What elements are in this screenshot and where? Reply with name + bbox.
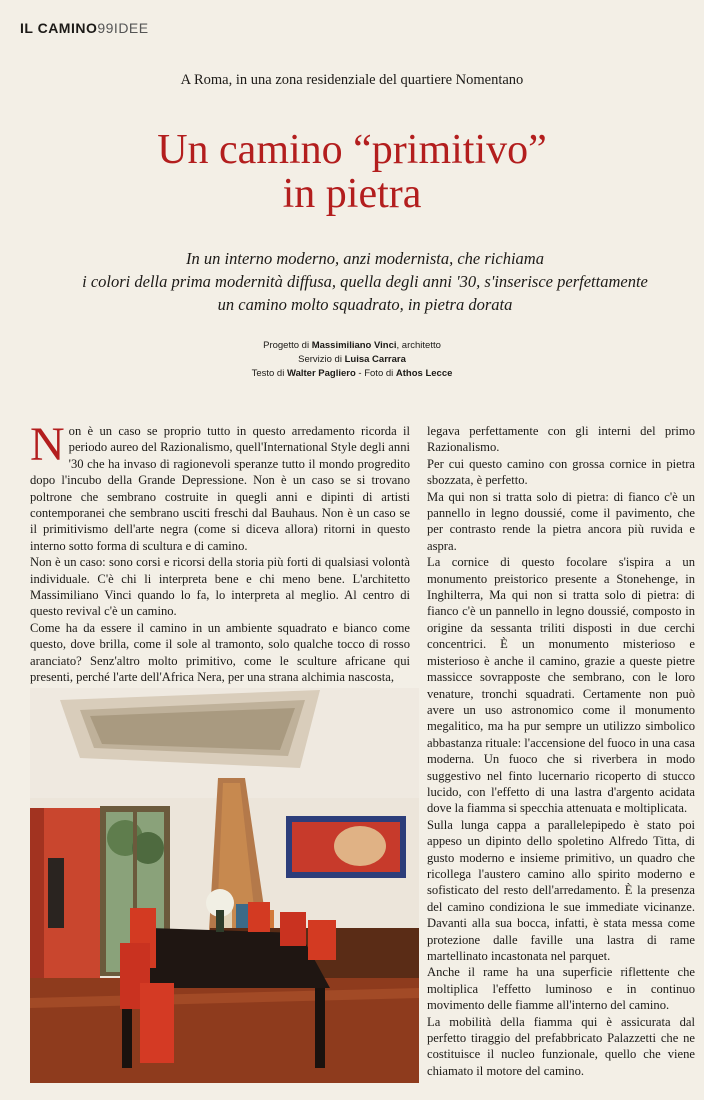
credit-project <box>0 339 704 353</box>
credit-service-name: Luisa Carrara <box>344 354 406 365</box>
paragraph: Sulla lunga cappa a parallelepipedo è stato poi appeso un dipinto dello spoletino Alfredo Titta, di gusto moderno e insieme primitivo, un quadro che ricollega l'austero camino allo spirito moderno e sofisticato del resto dell'arredamento. È la presenza del camino condiziona le sue immediate vicinanze. Davanti alla sua bocca, infatti, è stata messa come protezione dalle faville una lastra di rame martellinato incastonata nel parquet. <box>427 817 695 963</box>
credit-project-name: Massimiliano Vinci <box>311 340 397 351</box>
paragraph: Ma qui non si tratta solo di pietra: di fianco c'è un pannello in legno doussié, come il pavimento, che per contrasto rende la pietra ancora più ruvida e aspra. <box>427 489 695 553</box>
drop-cap: N <box>30 418 65 471</box>
title-line-1: Un camino “primitivo” <box>157 127 547 173</box>
credit-project-prefix: Progetto di <box>263 340 312 351</box>
article-kicker: A Roma, in una zona residenziale del quartiere Nomentano <box>180 72 524 88</box>
interior-photo <box>30 688 419 1083</box>
title-line-2: in pietra <box>282 171 422 217</box>
credit-photo-prefix: - Foto di <box>355 368 396 379</box>
subtitle-line-3: un camino molto squadrato, in pietra dorata <box>217 295 513 314</box>
credit-service-prefix: Servizio di <box>298 354 345 365</box>
article-subtitle <box>60 247 670 316</box>
credit-photo-name: Athos Lecce <box>395 368 453 379</box>
paragraph: legava perfettamente con gli interni del primo Razionalismo. <box>427 424 695 455</box>
body-column-left <box>30 418 410 686</box>
issue-label: 99IDEE <box>97 20 149 36</box>
paragraph-text: La cornice di questo focolare s'ispira a un monumento preistorico presente a Stonehenge, in Inghilterra, <box>427 555 695 603</box>
paragraph: Non è un caso: sono corsi e ricorsi della storia più forti di qualsiasi volontà individuale. C'è chi li interpreta bene e chi meno bene. L'architetto Massimiliano Vinci quando lo fa, lo interpreta al meglio. Al centro di questo revival c'è un camino. <box>30 555 410 619</box>
paragraph <box>30 418 410 554</box>
paragraph-text: on è un caso se proprio tutto in questo arredamento ricorda il periodo aureo del Razionalismo, quell'International Style degli anni '30 che ha invaso di ragionevoli speranze tutto il mondo progredito dopo l'incubo della Grande Depressione. Non è un caso se si trovano poltrone che sembrano costruite in quegli anni e dipinti di artisti contemporanei che sembrano usciti freschi dal Bauhaus. Non è un caso se il primitivismo dell'arte negra (come si diceva allora) ritorni in questo interno sotto forma di scultura e di camino. <box>30 424 410 553</box>
dining-room-illustration <box>30 688 419 1083</box>
paragraph: Anche il rame ha una superficie riflettente che moltiplica l'effetto luminoso e in continuo movimento delle fiamme all'interno del camino. <box>427 965 695 1013</box>
credit-text-photo <box>0 367 704 381</box>
paragraph-text: Ma qui non si tratta solo di pietra: di fianco c'è un pannello in legno doussié, composto in origine da sessanta triliti disposti in due cerchi concentrici. È un monumento misterioso e misterioso è anche il camino, grazie a queste pietre massicce sovrapposte che sembrano, con le loro venature, tronchi squadrati. Certamente non può avere un uso astronomico come il monumento megalitico, ma ha pur sempre un utilizzo simbolico abbastanza rituale: l'accensione del fuoco in una casa moderna. Un fuoco che si riverbera in modo suggestivo nel finto lucernario ricoperto di stucco lucido, con l'effetto di una lastra d'argento acidata dove la fiamma si specchia attenuata e moltiplicata. <box>427 588 696 816</box>
credit-project-suffix: , architetto <box>396 340 441 351</box>
magazine-header <box>20 20 149 36</box>
paragraph-text: come il pavimento, che per contrasto rende la pietra ancora più ruvida e aspra. <box>427 506 695 553</box>
paragraph: Come ha da essere il camino in un ambiente squadrato e bianco come questo, dove brilla, come il sole al tramonto, solo qualche tocco di rosso aranciato? Senz'altro molto primitivo, come le sculture africane qui presenti, perché l'arte dell'Africa Nera, per una strana alchimia nascosta, <box>30 620 410 685</box>
article-credits <box>0 339 704 381</box>
magazine-name: IL CAMINO <box>20 20 98 36</box>
credit-service <box>0 353 704 367</box>
credit-text-name: Walter Pagliero <box>286 368 356 379</box>
subtitle-line-2: i colori della prima modernità diffusa, quella degli anni '30, s'inserisce perfettamente <box>82 272 648 291</box>
body-column-right <box>427 423 695 1079</box>
credit-text-prefix: Testo di <box>251 368 287 379</box>
paragraph <box>427 554 695 817</box>
paragraph: La mobilità della fiamma qui è assicurata dal perfetto tiraggio del prefabbricato Palazzetti che ne costituisce il nucleo funzionale, quello che viene chiamato il motore del camino. <box>427 1014 695 1078</box>
paragraph: Per cui questo camino con grossa cornice in pietra sbozzata, è perfetto. <box>427 456 695 488</box>
article-title <box>0 128 704 216</box>
subtitle-line-1: In un interno moderno, anzi modernista, che richiama <box>186 249 544 268</box>
